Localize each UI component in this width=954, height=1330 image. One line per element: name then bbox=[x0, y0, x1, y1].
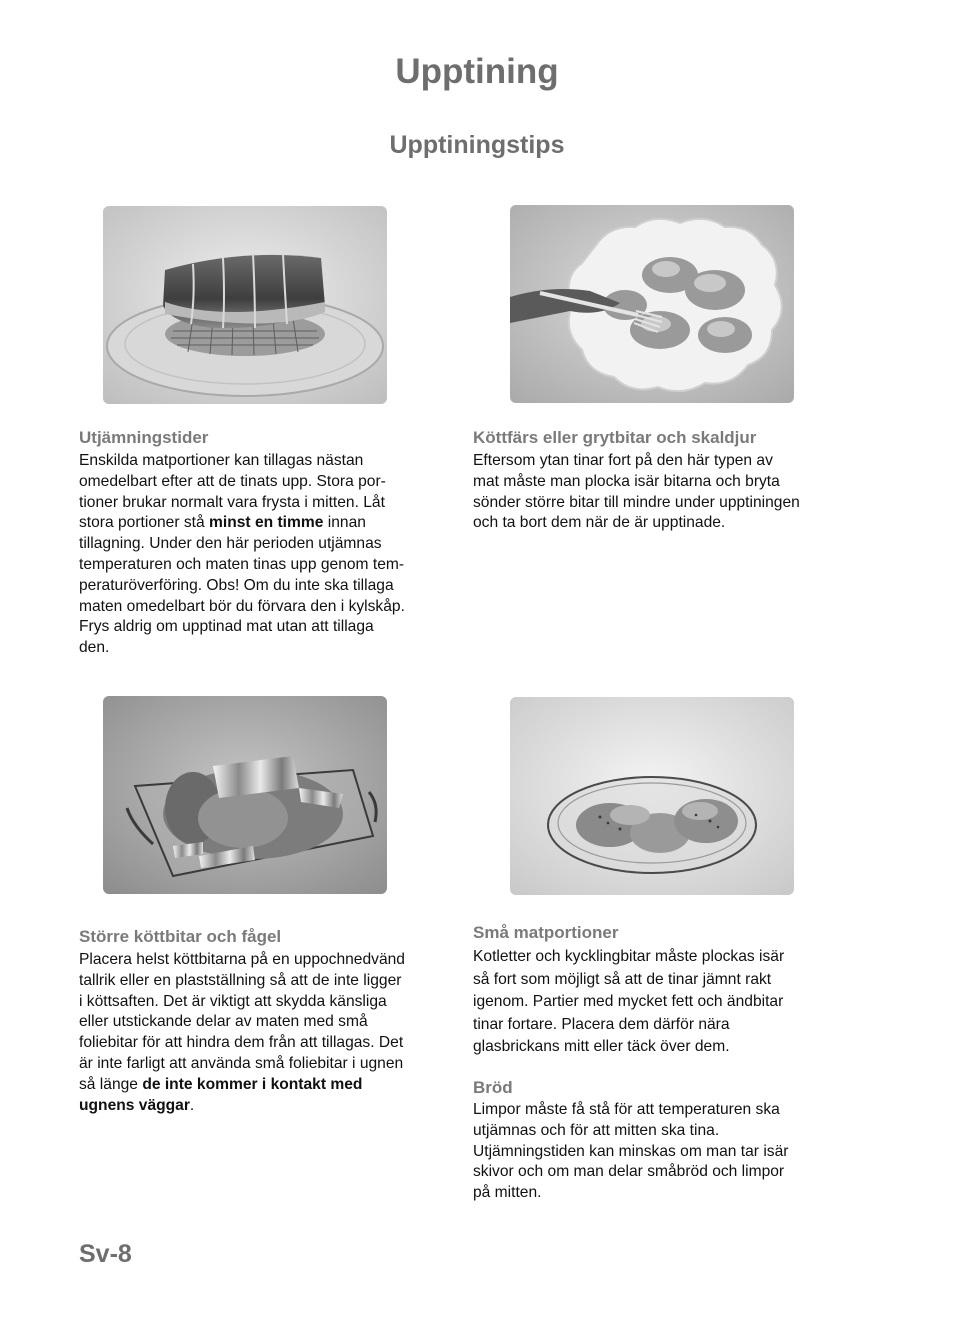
body-line: foliebitar för att hindra dem från att tillagas. Det bbox=[79, 1034, 404, 1052]
page-number: Sv-8 bbox=[79, 1240, 132, 1268]
body-line: mat måste man plocka isär bitarna och bryta bbox=[473, 472, 780, 490]
body-line: glasbrickans mitt eller täck över dem. bbox=[473, 1038, 730, 1056]
section-body-brod bbox=[473, 1100, 863, 1204]
roast-on-rack-photo bbox=[103, 206, 387, 404]
body-line: och ta bort dem när de är upptinade. bbox=[473, 514, 726, 532]
body-line: tioner brukar normalt vara frysta i mitten. Låt bbox=[79, 493, 385, 511]
section-heading-storre-kottbitar: Större köttbitar och fågel bbox=[79, 927, 282, 946]
body-line: Utjämningstiden kan minskas om man tar isär bbox=[473, 1142, 789, 1160]
body-line: Placera helst köttbitarna på en uppochnedvänd bbox=[79, 951, 405, 968]
section-heading-brod: Bröd bbox=[473, 1078, 513, 1097]
chicken-pieces-dish-photo bbox=[510, 697, 794, 895]
body-line: tillagning. Under den här perioden utjämnas bbox=[79, 535, 382, 553]
section-body-storre-kottbitar bbox=[79, 950, 464, 1116]
emphasis-text: ugnens väggar bbox=[79, 1096, 190, 1114]
body-line: Kotletter och kycklingbitar måste plockas isär bbox=[473, 948, 785, 965]
page-subtitle: Upptiningstips bbox=[389, 131, 565, 159]
body-text: innan bbox=[327, 514, 366, 532]
body-text: . bbox=[189, 1096, 195, 1114]
section-body-sma-matportioner bbox=[473, 946, 863, 1059]
body-text: så länge bbox=[79, 1075, 138, 1093]
body-line bbox=[79, 513, 459, 534]
body-line: peraturöverföring. Obs! Om du inte ska tillaga bbox=[79, 576, 394, 594]
body-line bbox=[79, 1075, 464, 1096]
body-line: den. bbox=[79, 639, 110, 657]
emphasis-text: minst en timme bbox=[209, 514, 324, 532]
section-heading-utjamningstider: Utjämningstider bbox=[79, 428, 209, 447]
body-line: eller utstickande delar av maten med små bbox=[79, 1013, 368, 1031]
section-body-kottfars bbox=[473, 451, 863, 534]
body-line: är inte farligt att använda små foliebitar i ugnen bbox=[79, 1054, 404, 1072]
body-line: tinar fortare. Placera dem därför nära bbox=[473, 1015, 730, 1033]
body-line: så fort som möjligt så att de tinar jämnt rakt bbox=[473, 970, 772, 988]
body-line: i köttsaften. Det är viktigt att skydda känsliga bbox=[79, 992, 387, 1010]
body-line: temperaturen och maten tinas upp genom tem- bbox=[79, 555, 405, 573]
poultry-with-foil-photo bbox=[103, 696, 387, 894]
body-line: Eftersom ytan tinar fort på den här typen av bbox=[473, 452, 773, 469]
fork-separating-pieces-photo bbox=[510, 205, 794, 403]
section-heading-kottfars: Köttfärs eller grytbitar och skaldjur bbox=[473, 428, 757, 447]
body-line bbox=[79, 1096, 464, 1117]
section-body-utjamningstider bbox=[79, 451, 459, 659]
body-text: stora portioner stå bbox=[79, 514, 205, 532]
body-line: skivor och om man delar småbröd och limpor bbox=[473, 1163, 785, 1181]
body-line: Enskilda matportioner kan tillagas nästan bbox=[79, 452, 364, 469]
body-line: maten omedelbart bör du förvara den i kylskåp. bbox=[79, 597, 405, 615]
body-line: Frys aldrig om upptinad mat utan att tillaga bbox=[79, 618, 374, 636]
body-line: på mitten. bbox=[473, 1184, 542, 1202]
body-line: tallrik eller en plastställning så att de inte ligger bbox=[79, 971, 402, 989]
emphasis-text: de inte kommer i kontakt med bbox=[142, 1075, 363, 1093]
body-line: utjämnas och för att mitten ska tina. bbox=[473, 1121, 720, 1139]
body-line: igenom. Partier med mycket fett och ändbitar bbox=[473, 993, 784, 1011]
body-line: omedelbart efter att de tinats upp. Stora por- bbox=[79, 472, 386, 490]
body-line: sönder större bitar till mindre under upptiningen bbox=[473, 493, 800, 511]
page-title: Upptining bbox=[395, 52, 559, 91]
body-line: Limpor måste få stå för att temperaturen ska bbox=[473, 1101, 780, 1118]
section-heading-sma-matportioner: Små matportioner bbox=[473, 923, 619, 942]
